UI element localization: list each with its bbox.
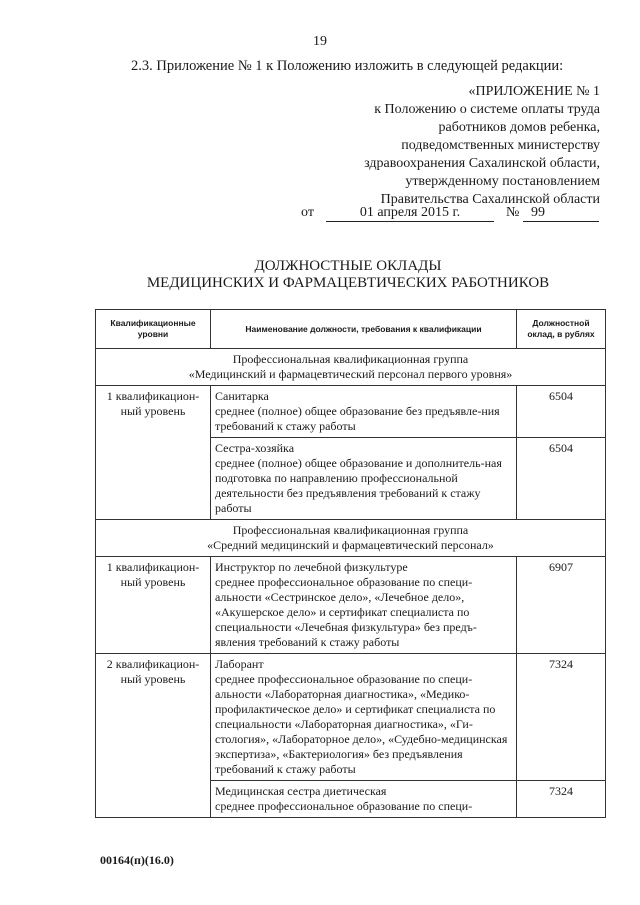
salary-value: 6907 [517, 557, 606, 654]
position-cell [211, 386, 517, 438]
appendix-line: здравоохранения Сахалинской области, [364, 156, 600, 171]
table-row [96, 654, 606, 781]
page-number: 19 [313, 34, 327, 49]
group-name: «Средний медицинский и фармацевтический персонал» [207, 538, 494, 552]
table-row [96, 557, 606, 654]
group-title: Профессиональная квалификационная группа [232, 352, 469, 366]
title-line-2: МЕДИЦИНСКИХ И ФАРМАЦЕВТИЧЕСКИХ РАБОТНИКОВ [146, 275, 550, 291]
position-name: Санитарка [215, 389, 269, 403]
salary-value: 7324 [517, 781, 606, 818]
title-line-1: ДОЛЖНОСТНЫЕ ОКЛАДЫ [254, 258, 442, 274]
salary-table [95, 309, 606, 818]
document-title [0, 258, 640, 292]
position-cell [211, 557, 517, 654]
group-row [96, 520, 606, 557]
position-name: Медицинская сестра диетическая [215, 784, 387, 798]
position-requirements: среднее (полное) общее образование и дополнитель-ная подготовка по направлению профессиональной деятельности без предъявления требований к стажу работы [215, 456, 502, 515]
appendix-line: к Положению о системе оплаты труда [374, 102, 600, 117]
appendix-line: подведомственных министерству [401, 138, 600, 153]
position-cell [211, 654, 517, 781]
position-name: Сестра-хозяйка [215, 441, 295, 455]
resolution-date-line [301, 205, 599, 223]
document-code: 00164(п)(16.0) [100, 853, 174, 867]
qualification-level: 1 квалификацион-ный уровень [96, 557, 211, 654]
qualification-level: 1 квалификацион-ный уровень [96, 386, 211, 520]
resolution-number: 99 [523, 205, 599, 222]
header-salary: Должностной оклад, в рублях [517, 310, 606, 349]
appendix-line: Правительства Сахалинской области [380, 192, 600, 207]
position-requirements: среднее (полное) общее образование без предъявле-ния требований к стажу работы [215, 404, 500, 433]
appendix-header [300, 83, 600, 209]
group-heading [96, 520, 606, 557]
from-label: от [301, 205, 314, 220]
group-row [96, 349, 606, 386]
group-heading [96, 349, 606, 386]
position-name: Лаборант [215, 657, 264, 671]
appendix-line: «ПРИЛОЖЕНИЕ № 1 [468, 84, 600, 99]
resolution-date: 01 апреля 2015 г. [326, 205, 494, 222]
header-position: Наименование должности, требования к квалификации [211, 310, 517, 349]
group-name: «Медицинский и фармацевтический персонал первого уровня» [188, 367, 513, 381]
position-requirements: среднее профессиональное образование по специ-альности «Лабораторная диагностика», «Медико-профилактическое дело» и сертификат специалиста по специальности «Лабораторная диагностика», «Ги-стология», «Лабораторное дело», «Судебно-медицинская экспертиза», «Бактериология» без предъявления требований к стажу работы [215, 672, 508, 776]
salary-value: 6504 [517, 386, 606, 438]
position-name: Инструктор по лечебной физкультуре [215, 560, 408, 574]
position-requirements: среднее профессиональное образование по специ- [215, 799, 473, 813]
table-header-row [96, 310, 606, 349]
position-cell [211, 438, 517, 520]
group-title: Профессиональная квалификационная группа [232, 523, 469, 537]
salary-value: 7324 [517, 654, 606, 781]
table-row [96, 386, 606, 438]
number-label: № [506, 205, 520, 220]
appendix-line: работников домов ребенка, [438, 120, 600, 135]
appendix-line: утвержденному постановлением [405, 174, 600, 189]
header-levels: Квалификационные уровни [96, 310, 211, 349]
qualification-level: 2 квалификацион-ный уровень [96, 654, 211, 818]
position-requirements: среднее профессиональное образование по специ-альности «Сестринское дело», «Лечебное дело», «Акушерское дело» и сертификат специалиста по специальности «Лечебная физкультура» без предъ-явления требований к стажу работы [215, 575, 477, 649]
position-cell [211, 781, 517, 818]
intro-text: 2.3. Приложение № 1 к Положению изложить в следующей редакции: [131, 58, 564, 74]
salary-value: 6504 [517, 438, 606, 520]
